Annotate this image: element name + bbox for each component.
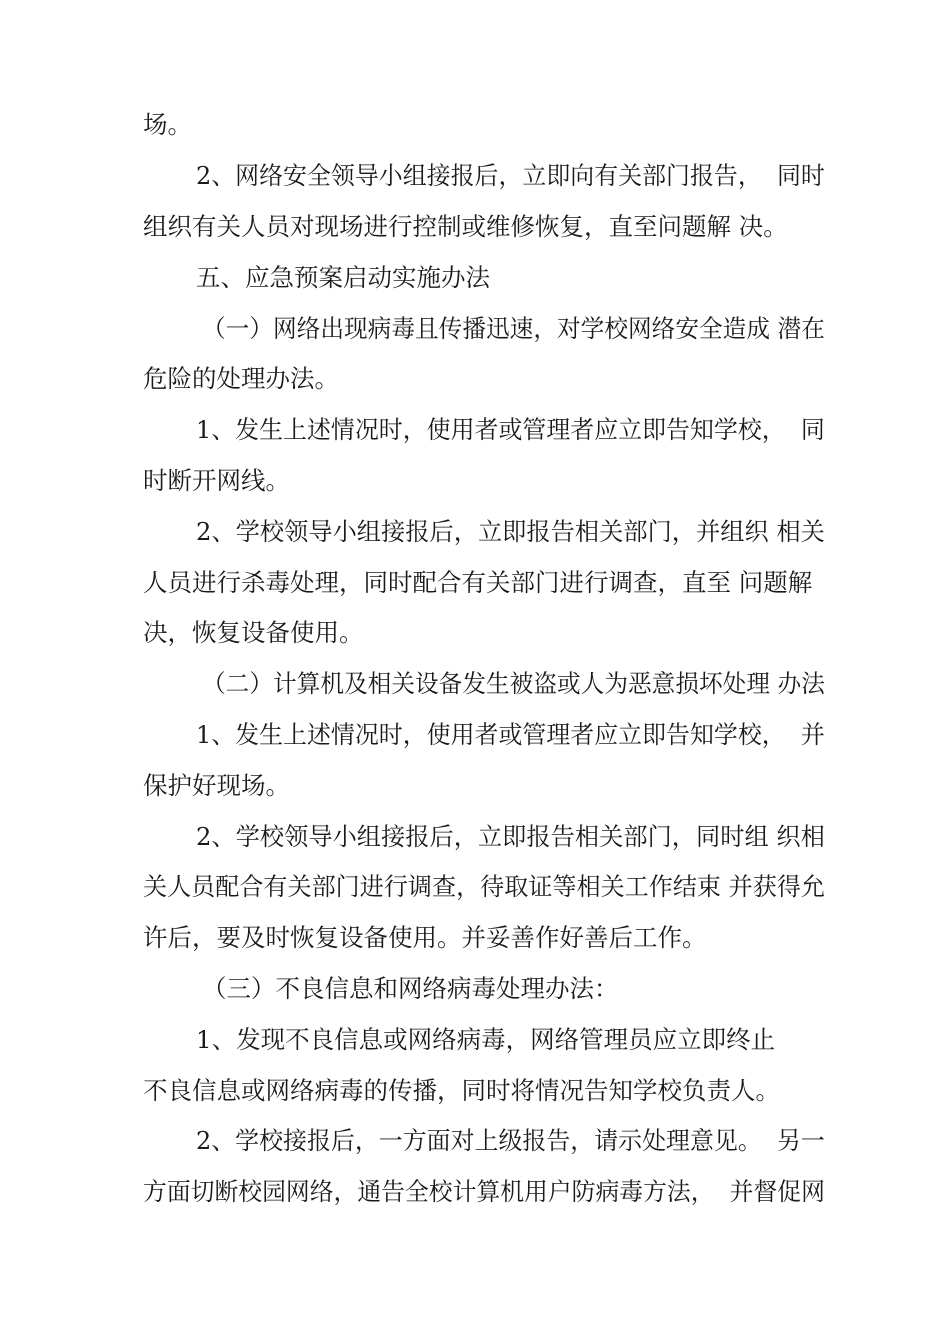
text-line-8: 时断开网线。 (143, 466, 290, 495)
text-line-1: 场。 (143, 110, 192, 139)
section-heading: 五、应急预案启动实施办法 (196, 263, 490, 292)
text-line-3: 组织有关人员对现场进行控制或维修恢复，直至问题解 决。 (143, 212, 788, 241)
text-line-2: 2、网络安全领导小组接报后，立即向有关部门报告， 同时 (196, 161, 825, 190)
text-line-7: 1、发生上述情况时，使用者或管理者应立即告知学校， 同 (196, 415, 825, 444)
text-line-21: 2、学校接报后，一方面对上级报告，请示处理意见。 另一 (196, 1126, 825, 1155)
text-line-15: 2、学校领导小组接报后，立即报告相关部门，同时组 织相 (196, 822, 825, 851)
text-line-17: 许后，要及时恢复设备使用。并妥善作好善后工作。 (143, 923, 707, 952)
text-line-9: 2、学校领导小组接报后，立即报告相关部门，并组织 相关 (196, 517, 825, 546)
subsection-heading-3: （三）不良信息和网络病毒处理办法： (202, 974, 619, 1003)
text-line-14: 保护好现场。 (143, 771, 290, 800)
text-line-19: 1、发现不良信息或网络病毒，网络管理员应立即终止 (196, 1025, 776, 1054)
subsection-heading-1: （一）网络出现病毒且传播迅速，对学校网络安全造成 潜在 (202, 314, 825, 343)
text-line-11: 决，恢复设备使用。 (143, 618, 364, 647)
text-line-20: 不良信息或网络病毒的传播，同时将情况告知学校负责人。 (143, 1076, 780, 1105)
text-line-10: 人员进行杀毒处理，同时配合有关部门进行调查，直至 问题解 (143, 568, 813, 597)
text-line-16: 关人员配合有关部门进行调查，待取证等相关工作结束 并获得允 (143, 872, 826, 901)
text-line-13: 1、发生上述情况时，使用者或管理者应立即告知学校， 并 (196, 720, 825, 749)
text-line-22: 方面切断校园网络，通告全校计算机用户防病毒方法， 并督促网 (143, 1177, 825, 1206)
text-line-6: 危险的处理办法。 (143, 364, 339, 393)
subsection-heading-2: （二）计算机及相关设备发生被盗或人为恶意损坏处理 办法 (202, 669, 825, 698)
